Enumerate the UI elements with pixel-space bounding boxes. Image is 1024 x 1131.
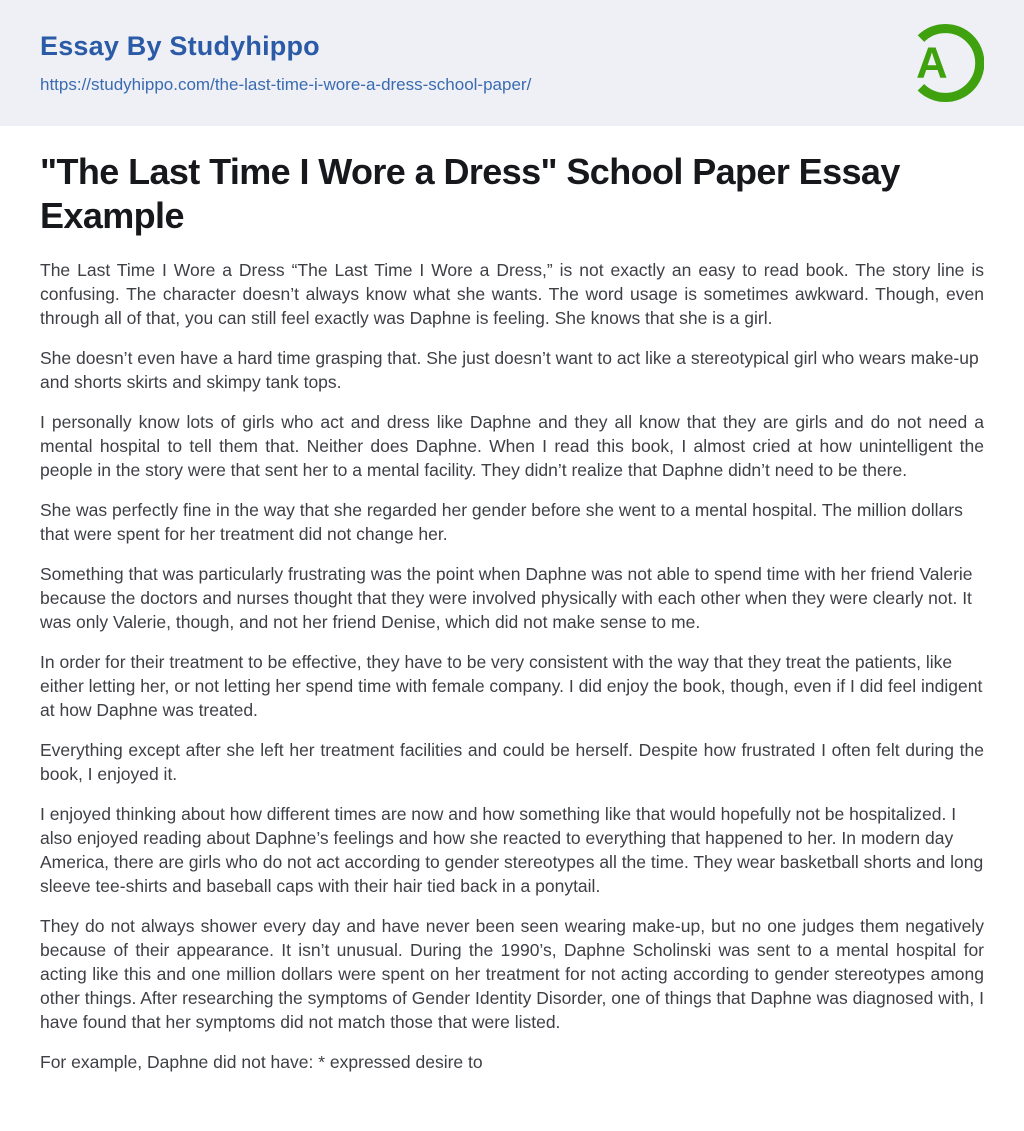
essay-paragraph: I personally know lots of girls who act and dress like Daphne and they all know that they are girls and do not need a mental hospital to tell them that. Neither does Daphne. When I read this book, I almost cried at how unintelligent the people in the story were that sent her to a mental facility. They didn’t realize that Daphne didn’t need to be there.	[40, 412, 984, 480]
essay-paragraph: They do not always shower every day and have never been seen wearing make-up, but no one judges them negatively because of their appearance. It isn’t unusual. During the 1990’s, Daphne Scholinski was sent to a mental hospital for acting like this and one million dollars were spent on her treatment for not acting according to gender stereotypes among other things. After researching the symptoms of Gender Identity Disorder, one of things that Daphne was diagnosed with, I have found that her symptoms did not match those that were listed.	[40, 916, 984, 1032]
page-title: "The Last Time I Wore a Dress" School Paper Essay Example	[40, 151, 900, 236]
studyhippo-logo	[900, 17, 984, 109]
essay-paragraph: I enjoyed thinking about how different times are now and how something like that would hopefully not be hospitalized. I also enjoyed reading about Daphne’s feelings and how she reacted to everything that happened to her. In modern day America, there are girls who do not act according to gender stereotypes all the time. They wear basketball shorts and long sleeve tee-shirts and baseball caps with their hair tied back in a ponytail.	[40, 804, 984, 896]
logo-letter: A	[916, 38, 948, 88]
open-ring-logo-icon	[900, 17, 984, 109]
essay-paragraph: For example, Daphne did not have: * expressed desire to	[40, 1052, 483, 1072]
page-header	[0, 0, 1024, 126]
essay-paragraph: Something that was particularly frustrating was the point when Daphne was not able to spend time with her friend Valerie because the doctors and nurses thought that they were involved physically with each other when they were clearly not. It was only Valerie, though, and not her friend Denise, which did not make sense to me.	[40, 564, 973, 632]
essay-paragraph: She doesn’t even have a hard time grasping that. She just doesn’t want to act like a stereotypical girl who wears make-up and shorts skirts and skimpy tank tops.	[40, 348, 979, 392]
essay-paragraph: The Last Time I Wore a Dress “The Last Time I Wore a Dress,” is not exactly an easy to read book. The story line is confusing. The character doesn’t always know what she wants. The word usage is sometimes awkward. Though, even through all of that, you can still feel exactly was Daphne is feeling. She knows that she is a girl.	[40, 260, 984, 328]
site-title: Essay By Studyhippo	[40, 31, 320, 61]
essay-paragraph: In order for their treatment to be effective, they have to be very consistent with the way that they treat the patients, like either letting her, or not letting her spend time with female company. I did enjoy the book, though, even if I did feel indigent at how Daphne was treated.	[40, 652, 983, 720]
essay-body	[40, 258, 984, 1074]
essay-paragraph: She was perfectly fine in the way that she regarded her gender before she went to a mental hospital. The million dollars that were spent for her treatment did not change her.	[40, 500, 963, 544]
essay-paragraph: Everything except after she left her treatment facilities and could be herself. Despite how frustrated I often felt during the book, I enjoyed it.	[40, 740, 984, 784]
essay-content	[0, 126, 1024, 1074]
header-text-block	[40, 31, 531, 95]
essay-url-link[interactable]: https://studyhippo.com/the-last-time-i-wore-a-dress-school-paper/	[40, 75, 532, 94]
